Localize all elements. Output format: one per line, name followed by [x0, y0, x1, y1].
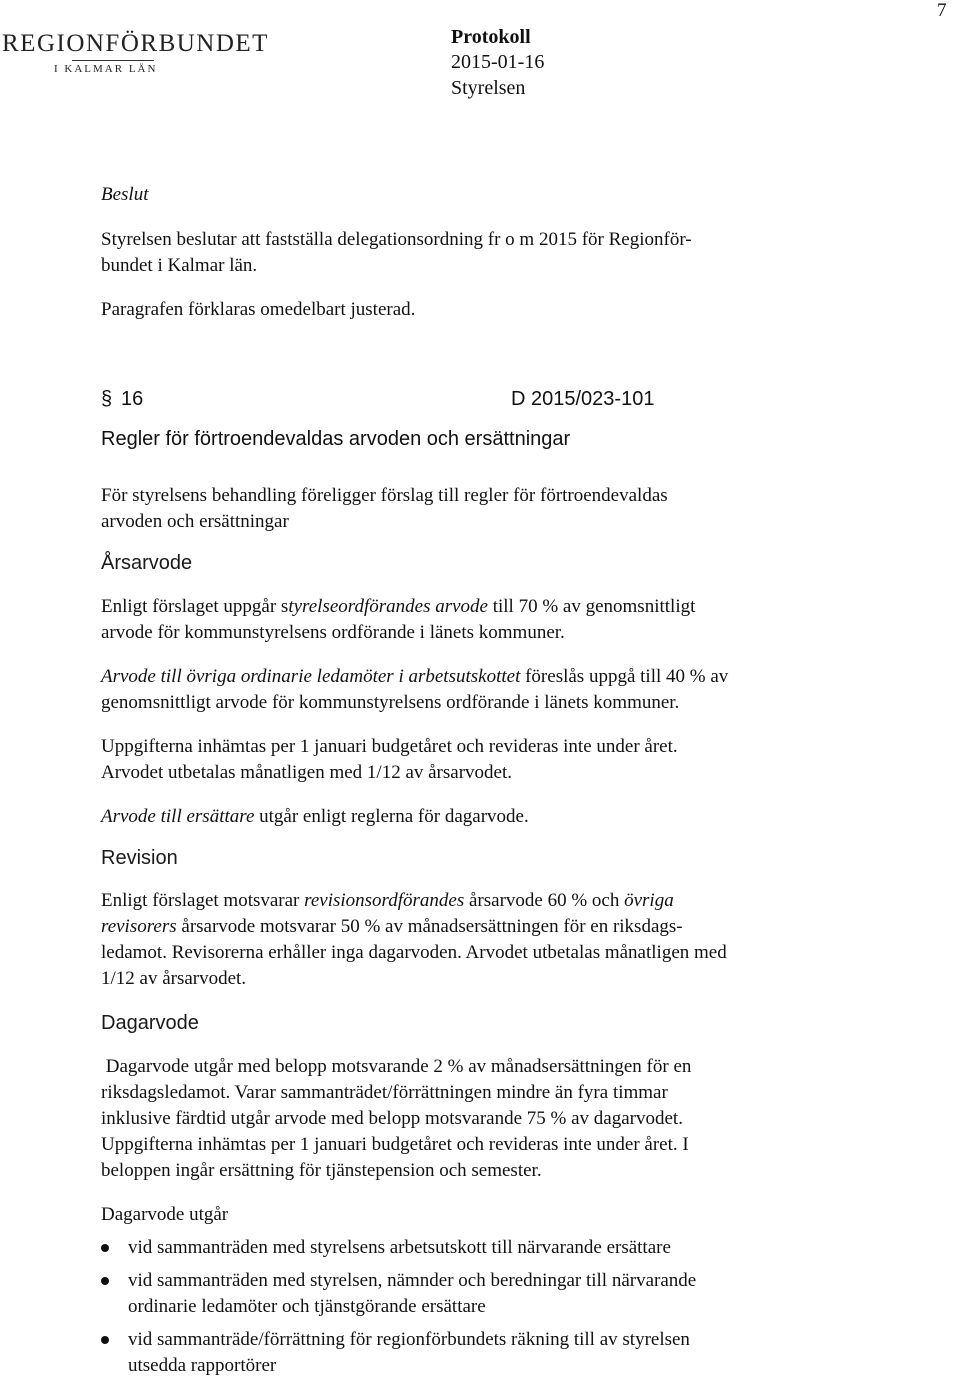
diary-number: D 2015/023-101: [511, 388, 655, 410]
dagarvode-list-heading: Dagarvode utgår: [101, 1204, 229, 1225]
arsarvode-paragraph: [101, 594, 861, 620]
list-item-line: ordinarie ledamöter och tjänstgörande ersättare: [128, 1296, 486, 1317]
dagarvode-line: riksdagsledamot. Varar sammanträdet/förrättningen mindre än fyra timmar: [101, 1082, 668, 1103]
revision-line: [101, 888, 861, 914]
beslut-justering: Paragrafen förklaras omedelbart justerad.: [101, 299, 416, 320]
bullet-icon: [101, 1244, 109, 1252]
intro-line: För styrelsens behandling föreligger förslag till regler för förtroendevaldas: [101, 485, 668, 506]
text-run: Enligt förslaget motsvarar: [101, 890, 305, 911]
text-run-italic: revisionsordförandes: [304, 890, 465, 911]
list-item: [101, 1327, 861, 1379]
list-item: [101, 1268, 861, 1320]
arsarvode-paragraph: [101, 804, 861, 830]
revision-line: ledamot. Revisorerna erhåller inga dagarvoden. Arvodet utbetalas månatligen med: [101, 942, 727, 963]
text-run-italic: Arvode till övriga ordinarie ledamöter i arbetsutskottet: [101, 666, 521, 687]
logo-wordmark: REGIONFÖRBUNDET: [2, 30, 269, 57]
dagarvode-line: beloppen ingår ersättning för tjänstepension och semester.: [101, 1160, 542, 1181]
arsarvode-heading: Årsarvode: [101, 552, 193, 574]
text-run-italic: Arvode till ersättare: [101, 806, 255, 827]
paragraph-number: 16: [121, 388, 144, 410]
revision-line: [101, 914, 861, 940]
dagarvode-line: inklusive färdtid utgår arvode med belopp motsvarande 75 % av dagarvodet.: [101, 1108, 683, 1129]
text-run: årsarvode 60 % och: [464, 890, 625, 911]
text-run-italic: övriga: [624, 890, 674, 911]
text-run: föreslås uppgå till 40 % av: [520, 666, 729, 687]
list-item-line: utsedda rapportörer: [128, 1355, 277, 1376]
bullet-icon: [101, 1277, 109, 1285]
arsarvode-paragraph-line: arvode för kommunstyrelsens ordförande i länets kommuner.: [101, 622, 565, 643]
text-run: årsarvode motsvarar 50 % av månadsersättningen för en riksdags-: [176, 916, 683, 937]
text-run-italic: revisorers: [101, 916, 177, 937]
intro-line: arvoden och ersättningar: [101, 511, 289, 532]
dagarvode-line: Uppgifterna inhämtas per 1 januari budgetåret och revideras inte under året. I: [101, 1134, 689, 1155]
arsarvode-paragraph-line: Arvodet utbetalas månatligen med 1/12 av årsarvodet.: [101, 762, 513, 783]
bullet-icon: [101, 1336, 109, 1344]
beslut-text-line: Styrelsen beslutar att fastställa delegationsordning fr o m 2015 för Regionför-: [101, 229, 692, 250]
list-item-line: vid sammanträden med styrelsen, nämnder och beredningar till närvarande: [128, 1270, 697, 1291]
list-item-line: vid sammanträde/förrättning för regionförbundets räkning till av styrelsen: [128, 1329, 690, 1350]
organization-logo: [0, 14, 269, 75]
dagarvode-list: [101, 1235, 861, 1386]
list-item: [101, 1235, 861, 1261]
arsarvode-paragraph-line: genomsnittligt arvode för kommunstyrelsens ordförande i länets kommuner.: [101, 692, 680, 713]
dagarvode-heading: Dagarvode: [101, 1012, 199, 1034]
beslut-heading: Beslut: [101, 184, 149, 205]
logo-divider: [72, 60, 154, 61]
logo-subtitle: I KALMAR LÄN: [54, 63, 158, 75]
revision-heading: Revision: [101, 847, 178, 869]
text-run: till 70 % av genomsnittligt: [487, 596, 696, 617]
list-item-line: vid sammanträden med styrelsens arbetsutskott till närvarande ersättare: [128, 1237, 671, 1258]
text-run: Enligt förslaget uppgår s: [101, 596, 289, 617]
section-title: Regler för förtroendevaldas arvoden och ersättningar: [101, 428, 571, 450]
beslut-text-line: bundet i Kalmar län.: [101, 255, 258, 276]
document-date: 2015-01-16: [451, 51, 545, 73]
text-run: utgår enligt reglerna för dagarvode.: [254, 806, 529, 827]
text-run-italic: tyrelseordförandes arvode: [288, 596, 488, 617]
document-type: Protokoll: [451, 26, 531, 48]
arsarvode-paragraph: [101, 664, 861, 690]
page-number: 7: [937, 0, 947, 21]
paragraph-symbol: §: [101, 388, 113, 410]
revision-line: 1/12 av årsarvodet.: [101, 968, 247, 989]
document-body: Styrelsen: [451, 77, 526, 99]
dagarvode-line: Dagarvode utgår med belopp motsvarande 2 % av månadsersättningen för en: [101, 1056, 692, 1077]
arsarvode-paragraph-line: Uppgifterna inhämtas per 1 januari budgetåret och revideras inte under året.: [101, 736, 678, 757]
